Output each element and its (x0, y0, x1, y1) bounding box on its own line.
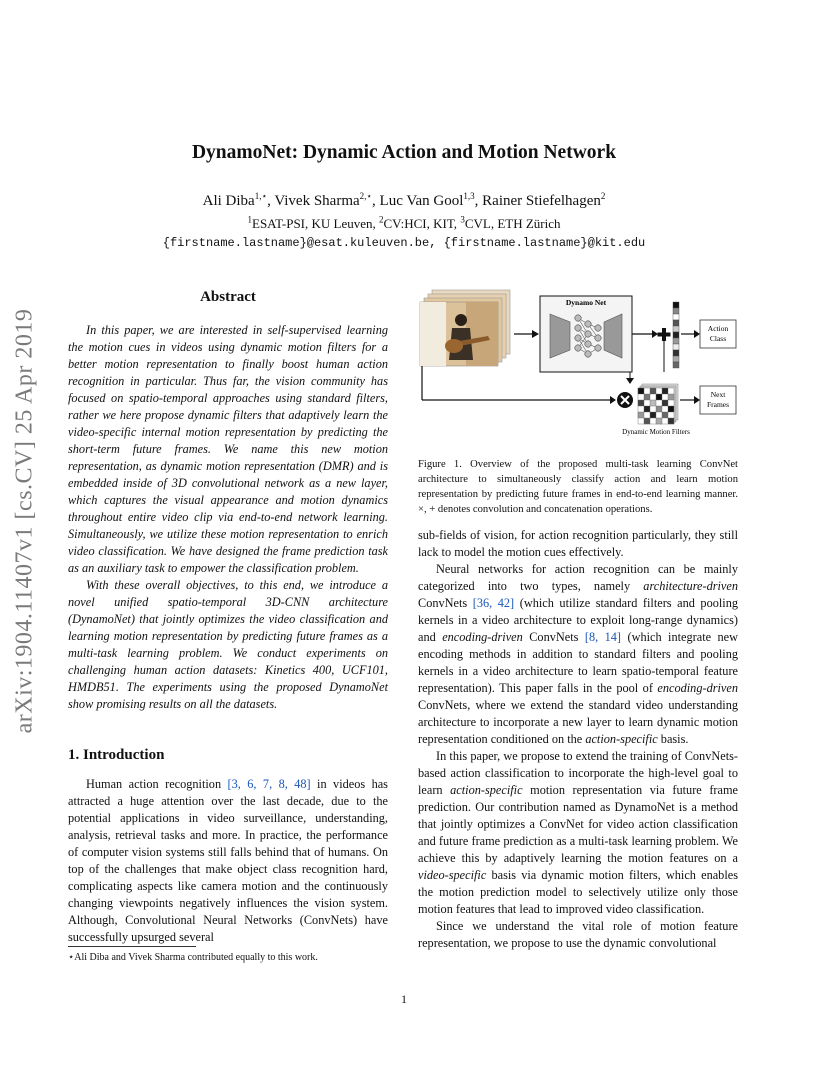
affil-text: ESAT-PSI, KU Leuven, (252, 216, 380, 231)
emphasis: encoding-driven (442, 630, 523, 644)
figure-1-diagram (418, 288, 740, 438)
text-run: In this paper, we propose to extend the training of ConvNets-based action classification to incorporate the high-level goal to learn (418, 749, 738, 797)
feature-vector (673, 302, 679, 368)
emphasis: action-specific (585, 732, 658, 746)
abstract-paragraph: In this paper, we are interested in self-supervised learning the motion cues in videos using dynamic motion filters for a better motion representation to finally boost human action recognition in particular. Thus far, the vision community has focused on spatio-temporal approaches using standard filters, rather we here propose dynamic filters that adaptively learn the video-specific internal motion representation by predicting the short-term future frames. We name this new motion representation, as dynamic motion representation (DMR) and is embedded inside of 3D convolutional network as a new layer, which captures the visual appearance and motion dynamics throughout entire video clip via end-to-end network learning. Simultaneously, we utilize these motion representation to enrich video classification. We have designed the frame prediction task as an auxiliary task to empower the classification problem. (68, 323, 388, 575)
author-name: Luc Van Gool (379, 193, 464, 209)
frame-wall (420, 302, 446, 366)
affil-sup: 3 (460, 214, 465, 225)
page-number: 1 (401, 992, 407, 1006)
author-list: Ali Diba$^{1,⋆}$, Vivek Sharma$^{2,⋆}$, Luc Van Gool$^{1,3}$, Rainer Stiefelhagen$^2$ (202, 191, 606, 209)
text-run: motion representation via future frame prediction. Our contribution named as DynamoNet is a method that jointly optimizes a ConvNet for video action classification and future frame prediction as a multi-task learning problem. We achieve this by adaptively learning the motion features on a (418, 783, 738, 865)
arxiv-identifier: arXiv:1904.11407v1 [cs.CV] 25 Apr 2019 (11, 308, 38, 734)
affil-sup: 2 (379, 214, 384, 225)
text-run: Human action recognition (86, 777, 228, 791)
next-frames-label: Next (710, 390, 726, 399)
emphasis: encoding-driven (657, 681, 738, 695)
guitar-body-icon (445, 339, 463, 353)
paper-title: DynamoNet: Dynamic Action and Motion Network (191, 142, 617, 163)
guitarist-head-icon (455, 314, 467, 326)
action-class-label: Class (709, 334, 727, 343)
arrow-head-icon (694, 396, 700, 404)
next-frames-label: Frames (706, 400, 730, 409)
arrow-head-icon (694, 330, 700, 338)
text-run: basis. (657, 732, 689, 746)
text-run: in videos has attracted a huge attention over the last decade, due to the potential applications in video surveillance, understanding, analysis, retrieval tasks and more. In practice, the performance of computer vision systems still falls behind that of humans. On top of the challenges that make object class recognition hard, complicating aspects like camera motion and the continuously changing viewpoints negatively influences the vision system. Although, Convolutional Neural Networks (ConvNets) have successfully upsurged several (68, 777, 388, 944)
plus-icon (658, 333, 671, 337)
dynamic-motion-filters-label: Dynamic Motion Filters (622, 428, 690, 436)
affil-text: CVL, ETH Zürich (464, 216, 561, 231)
emphasis: video-specific (418, 868, 487, 882)
dynamic-filter-grid (638, 384, 678, 424)
emphasis: architecture-driven (643, 579, 738, 593)
right-column-body (418, 527, 738, 952)
section-heading-introduction: 1. Introduction (68, 747, 165, 763)
arrow-head-icon (626, 378, 634, 384)
figure-1-caption: Figure 1. Overview of the proposed multi-task learning ConvNet architecture to simultaneously classify action and learn motion representation by predicting future frames in end-to-end learning manner. ×, + denotes convolution and concatenation operations. (418, 459, 738, 515)
decoder-block (604, 314, 622, 358)
affil-text: CV:HCI, KIT, (383, 216, 461, 231)
text-run: ConvNets (522, 630, 585, 644)
arrow-head-icon (652, 330, 658, 338)
body-paragraph (418, 561, 738, 748)
abstract-paragraph: With these overall objectives, to this end, we introduce a novel unified spatio-temporal 3D-CNN architecture (DynamoNet) that jointly optimizes the video classification and learning motion representation by predicting future frames as a multi-task learning problem. We conduct experiments on challenging human action datasets: Kinetics 400, UCF101, HMDB51. The experiments using the proposed DynamoNet show promising results on all the datasets. (68, 578, 388, 711)
encoder-block (550, 314, 570, 358)
intro-paragraph (68, 776, 388, 946)
arrow-head-icon (610, 396, 616, 404)
author-sup: 2,⋆ (359, 191, 373, 201)
abstract-heading: Abstract (200, 289, 256, 305)
arxiv-sidebar (2, 286, 48, 756)
author-sup: 1,⋆ (254, 191, 268, 201)
body-paragraph: sub-fields of vision, for action recognition particularly, they still lack to model the motion cues effectively. (418, 528, 738, 559)
body-paragraph (418, 748, 738, 918)
author-sup: 1,3 (463, 191, 475, 201)
text-run: (which integrate new encoding methods in addition to standard filters and pooling kernels in a video architecture to learn spatio-temporal feature representation). This paper falls in the pool of (418, 630, 738, 695)
author-sup: 2 (600, 191, 606, 201)
text-run: (which utilize standard filters and pooling kernels in a video architecture to exploit long-range dynamics) and (418, 596, 739, 644)
citation-link[interactable]: [3, 6, 7, 8, 48] (227, 777, 311, 791)
citation-link[interactable]: [36, 42] (472, 596, 515, 610)
footnote-rule (68, 946, 196, 947)
affiliations (0, 216, 808, 232)
dynamo-net-label: Dynamo Net (565, 298, 607, 307)
body-paragraph: Since we understand the vital role of motion feature representation, we propose to use the dynamic convolutional (418, 919, 738, 950)
emphasis: action-specific (450, 783, 523, 797)
text-run: Neural networks for action recognition can be mainly categorized into two types, namely (418, 562, 738, 593)
citation-link[interactable]: [8, 14] (584, 630, 622, 644)
introduction-body (68, 776, 388, 946)
affil-sup: 1 (247, 214, 253, 225)
footnote: ⋆Ali Diba and Vivek Sharma contributed equally to this work. (68, 952, 318, 963)
author-emails: {firstname.lastname}@esat.kuleuven.be, {firstname.lastname}@kit.edu (162, 236, 646, 250)
text-run: basis via dynamic motion filters, which enables the motion prediction model to selectively utilize only those motion features that lead to improved video classification. (418, 868, 738, 916)
author-name: Ali Diba (202, 193, 255, 209)
arrow-head-icon (532, 330, 539, 338)
action-class-label: Action (707, 324, 729, 333)
abstract-body (68, 322, 388, 713)
author-name: Vivek Sharma (274, 193, 360, 209)
author-name: Rainer Stiefelhagen (482, 193, 601, 209)
text-run: ConvNets (418, 596, 473, 610)
text-run: ConvNets, where we extend the standard video understanding architecture to incorporate a new layer to learn dynamic motion representation conditioned on the (418, 698, 738, 746)
